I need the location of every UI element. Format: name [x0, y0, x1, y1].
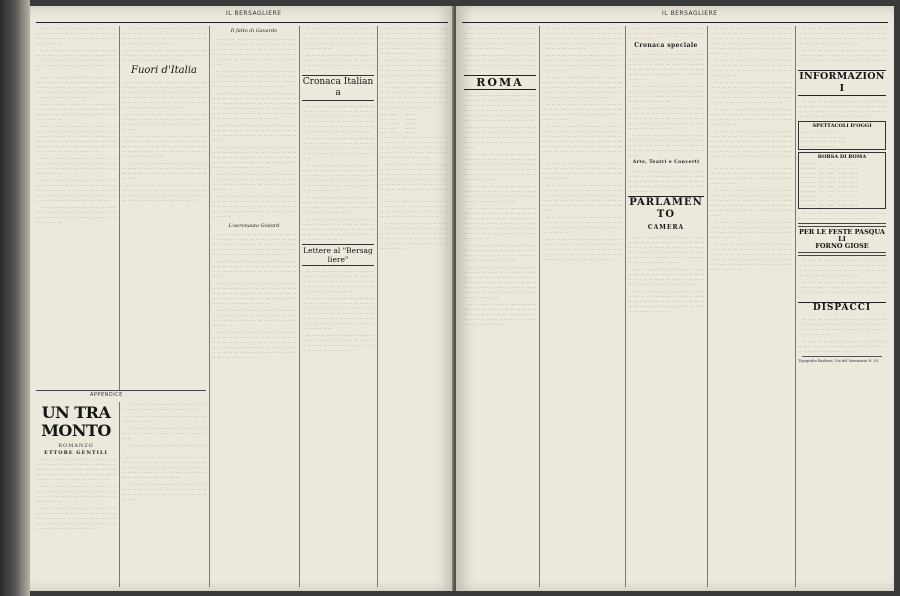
- feuilleton-author: ETTORE GENTILI: [44, 450, 108, 456]
- footer-rule: [802, 356, 882, 357]
- section-cronaca-italiana: Cronaca Italiana: [302, 75, 374, 101]
- header-rule: [36, 22, 448, 23]
- feuilleton-subtitle: ROMANZO: [58, 443, 94, 449]
- section-fuori-italia: Fuori d'Italia: [131, 65, 197, 76]
- column-rule: [119, 402, 120, 587]
- section-dispacci: DISPACCI: [798, 302, 886, 314]
- right-column-1: .... ... ... .... .... ... .... ... ..... .... ... .... ... .... ..... ... .... ... .... .... ... .... .... ... ... .... .... ... .... ... ... .... ... .... .... ... .... ... ..... .... ... .... ... .... ..... ... .... ... .... .... ... .... .... ... ... .... .... ... .... ... .... ... ... .... .... ... .... ... ..... .... ... .... ... .... ..... ... .... ... .... .... ... .... .... ... ... .... .... ... .... ... ... .... ... .... .... ... .... ... ..... .... ... .... ROMA .... ... ... .... .... ... .... ... ..... .... ... .... ... .... ..... ... .... ... .... .... ... .... .... ... ... .... .... ... .... ... ... .... ... .... .... ... .... ... ..... .... ... .... ... .... ..... ... .... ... .... .... ... .... .... ... ... .... .... ... .... ... ... .... ... .... .... ... .... ... ..... .... ... .... ... .... ..... ... .... ... .... .... ... ... .... .... ... .... ... ..... .... ... .... ... .... ..... ... .... ... .... .... ... .... .... ... ... .... .... ... .... ... ... .... ... .... .... ... .... ... ..... .... ... .... ... .... ..... ... .... ... .... .... ... .... .... ... .... ... ... .... .... ... .... ... ..... .... ... .... ... .... ..... ... .... ... .... .... ... .... .... ... ... .... .... ... .... ... ... .... ... .... .... ... .... ... ..... .... ... .... ... .... ..... ... .... ... .... .... ... .... .... ... ... .... .... ... .... ... ... .... ... .... .... ... .... ... ..... .... ... .... ... .... ... ... .... .... ... .... ... ..... .... ... .... ... .... ..... ... .... ... .... .... ... .... .... ... ... .... .... ... .... ... ... .... ... .... .... ... .... ... ..... .... ... .... ... .... ..... ... .... ... .... .... ... ... .... .... ... .... ... ..... .... ... .... ... .... ..... ... .... ... .... .... ... .... .... ... ... .... .... ... .... ... ... .... ... .... .... ... .... ... ..... .... ... .... ... .... ..... ... .... ... .... .... ... .... .... ... ... .... .... ... .... ... ... .... ... .... .... ... .... ... ..... .... ... .... ... .... ..... ... .... ... .... .... ... .... .... ... .... ... ... .... .... ... .... ... ..... .... ... .... ... .... ..... ... .... ... .... .... ... .... .... ... ... .... .... ... .... ... ... .... ... .... .... ... .... ... ..... .... ... .... ... .... ..... ... .... ... .... .... ... ... .... .... ... .... ... ..... .... ... .... ... .... ..... ... .... ... .... .... ... .... .... ... ... .... .... ... .... ... ... .... ... .... .... ... .... ... ..... .... ... .... ... .... ..... ... .... ... .... .... ... .... .... ... ... .... .... ... .... ... ... .... ... .... .... ... .... ... ..... .... ... .... ... .... ..... ... .... ... .... .... ... .... .... ... ... .... .... ... ... .... .... ... .... ... ..... .... ... .... ... .... ..... ... .... ... .... .... ... .... .... ... ... .... .... ... .... ... ... .... ... .... .... ... .... ... ..... .... ... .... ... .... ..... ... .... ... .... .... ... .... .... ... ... .... .... ... .... ...: [464, 26, 536, 326]
- header-rule: [462, 22, 888, 23]
- section-gavardo: Il fatto di Gavardo: [230, 28, 278, 34]
- ad-pasqua: PER LE FESTE PASQUALI: [799, 228, 885, 244]
- left-column-5: .... ... ... .... .... ... .... ... ..... .... ... .... ... .... ..... ... .... ... .... .... ... .... .... ... ... .... .... ... .... ... ... .... ... .... .... ... .... ... ..... .... ... .... ... .... ..... ... .... ... .... .... ... .... .... ... ... .... .... ... .... ... ... .... ... .... .... ... .... ... ..... .... .... ... ... .... .... ... .... ... ..... .... ... .... ... .... ..... ... .... ... .... .... ... .... .... ... ... .... .... ... .... ... ... .... ... .... .... ... .... ... ..... .... ... .... ... .... ..... ... .... ... .... .... ... ... .... .... ... .... ... ..... .... ... .... ... .... ..... ... .... ... .... .... ... .... .... ... ... .... .... ... .... ... ... .... ... .... .... ... .... ... ..... .... ... .... ... .... ..... ... .... ... .... .... ... .... .... ... ... .... .... ... .... ... ... .... ... .... .... ... .... ... ..... .... ... .... ... .... ..... ...... .... .... ...... .... ..... ...... .... ... ...... .... ..... ...... .... ... ... .... .... ... .... ... ..... .... ... .... ... .... ..... ... .... ... .... .... ... .... .... ... ... .... .... ... .... ... ... .... ... .... .... ... .... ... ..... .... ... .... ... .... ..... ... .... ... .... .... ... .... .... ... ... .... .... ... .... ... .... ... ... .... .... ... .... ... ..... .... ... .... ... .... ..... ... .... ... .... .... ... .... .... ... ... .... .... ... .... ... ... .... ... .... .... ... .... ... ..... .... ... .... ... .... ..... ... .... ... .... .... ... .... .... ... ... .... .... ... .... ... ... .... ... .... .... ... .... ... ..... .... ... .... ... .... ..... ... .... .... ... ... .... .... ... .... ... ..... .... ... .... ... .... ..... ... .... ... .... .... ... .... .... ... ... .... .... ... .... ... ... .... ... .... .... ... .... ... ..... .... ... .... ... .... ..... ... .... ... .... .... ... ... .... .... ... .... ... ..... .... ... .... ... .... ..... ... .... ... .... .... ... .... .... ... ... .... .... ... .... ... ... .... ... .... .... ... .... ... ..... .... ... .... ... .... ..... ... .... ... .... .... ... .... .... ... ... .... .... ... .... ... ... .... ... .... .... ... .... ...: [380, 26, 448, 250]
- left-column-4: .... ... ... .... .... ... .... ... ..... .... ... .... ... .... ..... ... .... ... .... .... ... .... .... ... ... .... .... ... .... ... ... .... ... .... .... ... .... ... ..... .... ... .... ... .... ..... ... .... ... .... .... ... .... .... ... ... .... .... ... .... ... ... .... .... ... .... ... ..... .... ... .... ... .... ..... ... .... ... .... .... ... .... .... ... ... .... .... ... .... ... ... .... ... .... .... ... .... ... ..... .... ... .... Cronaca Italiana .... ... ... .... .... ... .... ... ..... .... ... .... ... .... ..... ... .... ... .... .... ... .... .... ... ... .... .... ... .... ... ... .... ... .... .... ... .... ... ..... .... ... .... ... .... ..... ... .... ... .... .... ... .... .... ... ... .... .... ... .... ... ... .... ... .... .... ... .... ... ..... .... ... .... ... .... ..... ... .... ... .... .... ... ... .... .... ... .... ... ..... .... ... .... ... .... ..... ... .... ... .... .... ... .... .... ... ... .... .... ... .... ... ... .... ... .... .... ... .... ... ..... .... ... .... ... .... ..... ... .... ... .... .... ... .... .... ... .... ... ... .... .... ... .... ... ..... .... ... .... ... .... ..... ... .... ... .... .... ... .... .... ... ... .... .... ... .... ... ... .... ... .... .... ... .... ... ..... .... ... .... ... .... ..... ... .... ... .... .... ... .... .... ... ... .... .... ... .... ... ... .... ... .... .... ... .... ... ..... .... ... .... ... .... ... ... .... .... ... .... ... ..... .... ... .... ... .... ..... ... .... ... .... .... ... .... .... ... ... .... .... ... .... ... ... .... ... .... .... ... .... ... ..... .... ... .... ... .... ..... ... .... ... .... .... ... ... .... .... ... .... ... ..... .... ... .... ... .... ..... ... .... ... .... .... ... .... .... ... ... .... .... ... .... ... ... .... ... .... .... ... .... ... ..... .... ... .... ... .... ..... ... .... ... .... .... ... .... .... ... ... .... .... ... .... ... Lettere al "Bersagliere" .... ... ... .... .... ... .... ... ..... .... ... .... ... .... ..... ... .... ... .... .... ... .... .... ... ... .... .... ... .... ... ... .... ... .... .... ... .... ... ..... .... ... .... ... .... ..... ... .... ... .... .... ... .... .... ... ... .... .... ... .... ... ... .... ... .... ... ... .... .... ... .... ... ..... .... ... .... ... .... ..... ... .... ... .... .... ... .... .... ... ... .... .... ... .... ... ... .... ... .... .... ... .... ... ..... .... ... .... ... .... ..... ... .... ... .... .... ... .... .... ... ... .... .... ... .... ... ... .... ... .... .... ... .... ... ..... .... ... .... ... .... ..... ... .... ... .... .... ... .... .... ... ... .... ... ... .... .... ... .... ... ..... .... ... .... ... .... ..... ... .... ... .... .... ... .... .... ... ... .... .... ... .... ... ... .... ... .... .... ... .... ... ..... .... ... .... ... .... ..... ... .... ... ....: [302, 26, 374, 352]
- column-rule: [625, 26, 626, 587]
- right-column-5: .... ... ... .... .... ... .... ... ..... .... ... .... ... .... ..... ... .... ... .... .... ... .... .... ... ... .... .... ... .... ... ... .... ... .... .... ... .... ... ..... .... ... .... ... .... ..... ... .... ... .... .... ... .... .... ... ... .... .... ... .... ... .... ... ... .... .... ... .... ... ..... .... ... .... ... .... ..... ... .... ... .... .... ... .... .... ... ... .... .... ... .... ... ... .... ... .... .... ... .... ... ..... .... ... .... ... .... ..... ... .... ... .... INFORMAZIONI .... ... ... .... .... ... .... ... ..... .... ... .... ... .... ..... ... .... ... .... .... ... .... .... ... ... .... .... ... .... ... ... .... ... .... .... ... .... ... ..... .... ... .... ... .... ..... ... .... ... .... .... ... .... .... ... ... .... .... ... .... ... ... .... ... SPETTACOLI D'OGGI .... ... ..... .... ... .... ..... ... .... .... .... ... ..... .... ... .... ..... ... .... BORSA DI ROMA ........ .. .... .... .... ........ .. .... .... .... ........ .. .... .... .... ........ .. .... .... .... ........ .. .... .... .... ........ .. .... .... .... ........ .. .... .... .... ........ .. .... .... .... ........ .. .... .... .... ........ .. .... .... .... .... ... ... .... .... ... .... ... ..... .... ... .... ... .... ..... ... .... ... .... .... ... .... .... ... ... .... .... ... .... ... PER LE FESTE PASQUALI FORNO GIOSE .... ... ... .... .... ... .... ... ..... .... ... .... ... .... ..... ... .... ... .... .... ... .... .... ... ... .... .... ... .... ... ... .... ... .... .... ... .... ... ..... .... ... .... ... .... ..... ... .... ... .... .... ... .... .... ... ... .... .... ... .... ... .... ... ... .... .... ... .... ... ..... .... ... .... ... .... ..... ... .... ... .... .... ... .... .... ... ... .... .... ... .... ... ... .... ... .... .... ... .... ... ..... .... ... .... ... .... ..... ... .... ... .... DISPACCI .... ... ... .... .... ... .... ... ..... .... ... .... ... .... ..... ... .... ... .... .... ... .... .... ... ... .... .... ... .... ... ... .... ... .... .... ... .... ... ..... .... ... .... ... .... ..... ... .... ... .... .... ... .... .... ... .... ... ... .... .... ... .... ... ..... .... ... .... ... .... ..... ... .... ... .... .... ... .... .... ... ... .... .... ... .... ... ... .... ... .... .... ... .... ... ..... .... ... .... ... Tipografia Barbera, Via del Seminario N. 10.: [798, 26, 886, 364]
- printer-footer: Tipografia Barbera, Via del Seminario N. 10.: [798, 359, 880, 364]
- feuilleton-title: UN TRAMONTO: [41, 403, 111, 440]
- section-informazioni: INFORMAZIONI: [799, 71, 885, 94]
- right-column-2: .... ... ... .... .... ... .... ... ..... .... ... .... ... .... ..... ... .... ... .... .... ... .... .... ... ... .... .... ... .... ... ... .... ... .... .... ... .... ... ..... .... ... .... ... .... ..... ... .... ... .... .... ... .... .... ... ... .... .... ... .... ... ... .... ... .... .... ... .... ... .... ... ... .... .... ... .... ... ..... .... ... .... ... .... ..... ... .... ... .... .... ... .... .... ... ... .... .... ... .... ... ... .... ... .... .... ... .... ... ..... .... ... .... ... .... ..... ... .... ... .... .... ... ... .... .... ... .... ... ..... .... ... .... ... .... ..... ... .... ... .... .... ... .... .... ... ... .... .... ... .... ... ... .... ... .... .... ... .... ... ..... .... ... .... ... .... ..... ... .... ... .... .... ... .... .... ... ... .... .... ... .... ... ... .... ... .... .... ... .... ... ..... .... ... .... ... .... ... ... .... .... ... .... ... ..... .... ... .... ... .... ..... ... .... ... .... .... ... .... .... ... ... .... .... ... .... ... ... .... ... .... .... ... .... ... ..... .... ... .... ... .... ..... ... .... ... .... .... ... ... .... .... ... .... ... ..... .... ... .... ... .... ..... ... .... ... .... .... ... .... .... ... ... .... .... ... .... ... ... .... ... .... .... ... .... ... ..... .... ... .... ... .... ..... ... .... ... .... .... ... .... .... ... ... .... .... ... .... ... ... .... ... .... .... ... .... ... ..... .... ... .... ... .... ..... ... .... ... .... .... ... .... .... ... ... .... .... ... .... ... .... ... ... .... .... ... .... ... ..... .... ... .... ... .... ..... ... .... ... .... .... ... .... .... ... ... .... .... ... .... ... ... .... ... .... .... ... .... ... ..... .... ... .... ... .... ..... ... .... ... .... .... ... ... .... .... ... .... ... ..... .... ... .... ... .... ..... ... .... ... .... .... ... .... .... ... ... .... .... ... .... ... ... .... ... .... .... ... .... ... ..... .... ... .... ... .... ..... ... .... ... .... .... ... .... .... ... ... .... .... ... .... ... ... .... ... .... .... ... .... ... ..... .... ... .... ... .... ..... ... .... ... ... .... .... ... .... ... ..... .... ... .... ... .... ..... ... .... ... .... .... ... .... .... ... ... .... .... ... .... ... ... .... ... .... .... ... .... ... ..... .... ... .... ... .... ..... ... .... ... .... .... ... ... .... .... ... .... ... ..... .... ... .... ... .... ..... ... .... ... .... .... ... .... .... ... ... .... .... ... .... ... ... .... ... .... .... ... .... ... ..... .... ... .... ... .... ..... ... .... ... .... .... ... .... .... ... ... .... .... ... .... ... ... .... ... .... .... ... .... ... ..... .... ... .... ...: [542, 26, 622, 261]
- borsa-title: BORSA DI ROMA: [817, 154, 867, 161]
- section-godard: L'aeronauta Godard: [228, 223, 280, 229]
- ad-rule: [798, 223, 886, 227]
- borsa-box: [798, 152, 886, 209]
- section-roma: ROMA: [464, 75, 536, 90]
- ad-rule: [798, 252, 886, 256]
- ad-forno: FORNO GIOSE: [815, 242, 869, 251]
- appendice-rule: [36, 390, 206, 391]
- section-arte-teatri: Arte, Teatri e Concerti: [632, 160, 700, 165]
- right-column-3: .... ... ... .... .... ... .... ... ..... .... ... .... ... .... ..... ... .... ... .... .... ... .... .... ... ... .... .... ... .... ... ... .... Cronaca speciale .... ... ... .... .... ... .... ... ..... .... ... .... ... .... ..... ... .... ... .... .... ... .... .... ... ... .... .... ... .... ... ... .... ... .... .... ... .... ... ..... .... ... .... ... .... ..... ... .... ... .... .... ... .... .... ... ... .... .... ... .... ... ... .... ... .... .... ... .... ... ..... .... ... .... ... .... ... ... .... .... ... .... ... ..... .... ... .... ... .... ..... ... .... ... .... .... ... .... .... ... ... .... .... ... .... ... ... .... ... .... .... ... .... ... ..... .... ... .... ... .... ..... ... .... ... .... .... ... ... .... .... ... .... ... ..... .... ... .... ... .... ..... ... .... ... .... .... ... .... .... ... ... .... .... ... .... ... ... .... ... .... .... ... .... ... ..... .... ... .... ... .... ..... ... .... ... .... .... ... .... .... ... ... .... .... ... .... ... ... .... ... .... ... ... .... .... ... .... ... ..... .... ... .... ... .... ..... ... .... ... .... .... ... .... .... ... ... .... .... ... .... ... ... .... ... .... .... ... .... ... ..... .... ... .... ... .... ..... ... .... ... .... .... ... .... .... ... ... .... .... Arte, Teatri e Concerti .... ... ... .... .... ... .... ... ..... .... ... .... ... .... ..... ... .... ... .... .... ... .... .... ... ... .... .... ... .... ... ... .... ... .... .... ... .... ... ..... .... ... .... ... .... ..... ... .... ... .... .... ... .... .... ... ... .... .... ... .... ... PARLAMENTO CAMERA .... ... ... .... .... ... .... ... ..... .... ... .... ... .... ..... ... .... ... .... .... ... .... .... ... ... .... .... ... .... ... ... .... ... .... .... ... .... ... ..... .... ... .... ... .... ..... ... .... ... .... .... ... .... .... ... ... .... .... ... .... ... ... .... ... .... .... ... .... ... ..... .... ... .... ... .... ..... ... .... ... .... .... ... ... .... .... ... .... ... ..... .... ... .... ... .... ..... ... .... ... .... .... ... .... .... ... ... .... .... ... .... ... ... .... ... .... .... ... .... ... ..... .... ... .... ... .... ..... ... .... ... .... .... ... .... .... ... .... ... ... .... .... ... .... ... ..... .... ... .... ... .... ..... ... .... ... .... .... ... .... .... ... ... .... .... ... .... ... ... .... ... .... .... ... .... ... ..... .... ... .... ... .... ..... ... .... ... .... .... ... .... .... ... ... .... .... ... .... ... ... .... ...: [628, 26, 704, 313]
- left-column-1: .... ... ... .... .... ... .... ... ..... .... ... .... ... .... ..... ... .... ... .... .... ... .... .... ... ... .... .... ... .... ... ... .... ... .... .... ... .... ... ..... .... ... .... ... .... ..... ... .... ... .... .... ... ... .... .... ... .... ... ..... .... ... .... ... .... ..... ... .... ... .... .... ... .... .... ... ... .... .... ... .... ... ... .... ... .... .... ... .... ... ..... .... ... .... ... .... ..... ... .... ... .... .... ... .... .... ... ... .... .... ... .... ... .... ... ... .... .... ... .... ... ..... .... ... .... ... .... ..... ... .... ... .... .... ... .... .... ... ... .... .... ... .... ... ... .... ... .... .... ... .... ... ..... .... ... .... ... .... ..... ... .... ... .... .... ... .... .... ... ... .... .... ... .... ... ... .... ... .... .... ... .... ... ..... .... .... ... ... .... .... ... .... ... ..... .... ... .... ... .... ..... ... .... ... .... .... ... .... .... ... ... .... .... ... .... ... ... .... ... .... .... ... .... ... ..... .... ... .... ... .... ..... ... .... ... .... .... ... ... .... .... ... .... ... ..... .... ... .... ... .... ..... ... .... ... .... .... ... .... .... ... ... .... .... ... .... ... ... .... ... .... .... ... .... ... ..... .... ... .... ... .... ..... ... .... ... .... .... ... .... .... ... ... .... .... ... .... ... ... .... ... .... .... ... .... ... ..... .... ... .... ... .... ..... ... .... ... .... .... ... .... .... ... ... .... .... ... ... .... .... ... .... ... ..... .... ... .... ... .... ..... ... .... ... .... .... ... .... .... ... ... .... .... ... .... ... ... .... ... .... .... ... .... ... ..... .... ... .... ... .... ..... ... .... ... .... .... ... ... .... .... ... .... ... ..... .... ... .... ... .... ..... ... .... ... .... .... ... .... .... ... ... .... .... ... .... ... ... .... ... .... .... ... .... ... ..... .... ... .... ... .... ..... ... .... ... .... .... ... .... .... ... ... .... .... ... .... ... ... .... ... .... .... ... .... ... ..... .... ... .... ... .... ... ... .... .... ... .... ... ..... .... ... .... ... .... ..... ... .... ... .... .... ... .... .... ... ... .... .... ... .... ... ... .... ... .... .... ... .... ... ..... .... ... .... ... .... ..... ... .... ... ....: [36, 26, 116, 224]
- book-edge: [0, 0, 30, 596]
- right-page: [456, 6, 894, 591]
- appendice-label: APPENDICE: [90, 392, 123, 398]
- left-page-header: IL BERSAGLIERE: [226, 10, 282, 17]
- column-rule: [707, 26, 708, 587]
- column-rule: [795, 26, 796, 587]
- left-column-2: .... ... ... .... .... ... .... ... ..... .... ... .... ... .... ..... ... .... ... .... .... ... .... .... ... ... .... .... ... .... ... ... .... ... .... .... ... .... ... ..... .... ... .... ... .... ..... ... .... ... .... .... ... .... .... ... ... .... .... ... ... .... .... ... .... ... ..... .... ... .... ... .... ..... ... .... ... .... .... ... .... .... ... ... .... .... ... .... ... ... .... ... .... .... ... .... ... ..... .... ... .... ... Fuori d'Italia .... ... ... .... .... ... .... ... ..... .... ... .... ... .... ..... ... .... ... .... .... ... .... .... ... ... .... .... ... .... ... ... .... ... .... .... ... .... ... ..... .... ... .... ... .... ..... ... .... ... .... .... ... .... .... ... ... .... .... ... .... ... ... .... ... .... .... ... .... ... ..... .... ... .... ... .... ..... ... .... ... .... .... ... .... .... ... ... .... .... ... .... ... .... ... ... .... .... ... .... ... ..... .... ... .... ... .... ..... ... .... ... .... .... ... .... .... ... ... .... .... ... .... ... ... .... ... .... .... ... .... ... ..... .... ... .... ... .... ..... ... .... ... .... .... ... ... .... .... ... .... ... ..... .... ... .... ... .... ..... ... .... ... .... .... ... .... .... ... ... .... .... ... .... ... ... .... ... .... .... ... .... ... ..... .... ... .... ... .... ..... ... .... ... .... .... ... .... .... ... ... .... .... ... .... ... ... .... ... .... .... ... .... ... ..... .... .... ... ... .... .... ... .... ... ..... .... ... .... ... .... ..... ... .... ... .... .... ... .... .... ... ... .... .... ... .... ... ... .... ... .... .... ... .... ... ..... .... ... .... ... .... ..... ... .... ... .... .... ... ... .... .... ... .... ... ..... .... ... .... ... .... ..... ... .... ... .... .... ... .... .... ... ... .... .... ... .... ... ... .... ... .... .... ... .... ... ..... .... ... .... ... .... ..... ... .... ... .... .... ... .... .... ... ... .... .... ... .... ...: [122, 26, 206, 202]
- column-rule: [209, 26, 210, 587]
- section-lettere: Lettere al "Bersagliere": [303, 246, 373, 264]
- feuilleton-column-1: UN TRAMONTO ROMANZO ETTORE GENTILI .... ... ... .... .... ... .... ... ..... .... ... .... ... .... ..... ... .... ... .... .... ... .... .... ... ... .... .... ... .... ... ... .... ... .... .... ... .... ... ..... .... ... .... ... .... ..... ... .... ... .... .... ... .... .... ... ... .... .... ... .... ... ... .... ... .... .... ... .... ... ..... .... ... .... ... .... ... ... .... .... ... .... ... ..... .... ... .... ... .... ..... ... .... ... .... .... ... .... .... ... ... .... .... ... .... ... ... .... ... .... .... ... .... ... ..... .... ... .... ... .... ..... ... .... ... .... .... ... ... .... .... ... .... ... ..... .... ... .... ... .... ..... ... .... ... .... .... ... .... .... ... ... .... .... ... .... ... ... .... ... .... .... ... .... ... ..... .... ... .... ... .... ..... ... .... ... .... .... ... .... .... ... ... .... .... ... .... ... ... .... ... .... .... ... .... ... ..... ....: [36, 403, 116, 530]
- spettacoli-title: SPETTACOLI D'OGGI: [812, 123, 872, 129]
- borsa-table: ........ .. .... .... .... ........ .. .... .... .... ........ .. .... .... .... ........ .. .... .... .... ........ .. .... .... .... ........ .. .... .... .... ........ .. .... .... .... ........ .. .... .... .... ........ .. .... .... .... ........ .. .... .... ....: [800, 161, 858, 207]
- section-cronaca-speciale: Cronaca speciale: [634, 42, 698, 49]
- spettacoli-box: [798, 121, 886, 150]
- column-rule: [299, 26, 300, 587]
- right-column-4: .... ... ... .... .... ... .... ... ..... .... ... .... ... .... ..... ... .... ... .... .... ... .... .... ... ... .... .... ... .... ... ... .... ... .... .... ... .... ... ..... .... ... .... ... .... ..... ... .... ... .... .... ... .... .... ... ... .... .... ... .... ... ... .... ... .... .... ... .... ... ..... .... ... .... ... .... ..... ... .... ... .... ... ... .... .... ... .... ... ..... .... ... .... ... .... ..... ... .... ... .... .... ... .... .... ... ... .... .... ... .... ... ... .... ... .... .... ... .... ... ..... .... ... .... ... .... ..... ... .... ... .... .... ... ... .... .... ... .... ... ..... .... ... .... ... .... ..... ... .... ... .... .... ... .... .... ... ... .... .... ... .... ... ... .... ... .... .... ... .... ... ..... .... ... .... ... .... ..... ... .... ... .... .... ... .... .... ... ... .... .... ... .... ... ... .... ... .... .... ... .... ... ..... .... ... .... ... .... ... ... .... .... ... .... ... ..... .... ... .... ... .... ..... ... .... ... .... .... ... .... .... ... ... .... .... ... .... ... ... .... ... .... .... ... .... ... ..... .... ... .... ... .... ..... ... .... ... .... .... ... ... .... .... ... .... ... ..... .... ... .... ... .... ..... ... .... ... .... .... ... .... .... ... ... .... .... ... .... ... ... .... ... .... .... ... .... ... ..... .... ... .... ... .... ..... ... .... ... .... .... ... .... .... ... ... .... .... ... .... ... ... .... ... .... .... ... .... ... ..... .... ... .... ... .... ..... ... .... ... .... .... ... .... .... ... ... .... .... ... .... ... .... ... ... .... .... ... .... ... ..... .... ... .... ... .... ..... ... .... ... .... .... ... .... .... ... ... .... .... ... .... ... ... .... ... .... .... ... .... ... ..... .... ... .... ... .... ..... ... .... ... .... .... ... ... .... .... ... .... ... ..... .... ... .... ... .... ..... ... .... ... .... .... ... .... .... ... ... .... .... ... .... ... ... .... ... .... .... ... .... ... ..... .... ... .... ... .... ..... ... .... ... .... .... ... .... .... ... ... .... .... ... .... ... ... .... ... .... .... ... .... ... ..... .... ... .... ... .... ..... ... .... ... ... .... .... ... .... ... ..... .... ... .... ... .... ..... ... .... ... .... .... ... .... .... ... ... .... .... ... .... ... ... .... ... .... .... ... .... ... ..... .... ... .... ... .... ..... ... .... ... .... .... ... ... .... .... ... .... ... ..... .... ... .... ... .... ..... ... .... ... .... .... ... .... .... ... ... .... .... ... .... ... ... .... ... .... .... ... .... ... ..... .... ... .... ... .... ..... ... .... ... .... .... ... .... .... ... ... .... .... ... .... ... ... .... ... .... .... ... .... ... ..... .... ... .... ... .... ..... ... .... ... .... ....: [710, 26, 792, 271]
- column-rule: [539, 26, 540, 587]
- column-rule: [119, 26, 120, 391]
- prices-table: .... ..... ...... .... .... ...... .... ..... ...... .... ... ...... .... ..... ......: [380, 112, 417, 135]
- section-camera: CAMERA: [647, 224, 685, 231]
- section-parlamento: PARLAMENTO: [629, 197, 703, 220]
- feuilleton-column-2: .... ... ... .... .... ... .... ... ..... .... ... .... ... .... ..... ... .... ... .... .... ... .... .... ... ... .... .... ... .... ... .... ... ... .... .... ... .... ... ..... .... ... .... ... .... ..... ... .... ... .... .... ... .... ... ... .... .... ... .... ... ..... .... ... .... ... .... ..... ... .... ... .... .... ... .... .... ... ... .... .... ... .... ... ... .... ... .... ... ... .... .... ... .... ... ..... .... ... .... ... .... ..... ... .... ... ... .... .... ... .... ... ..... .... ... .... ... .... ..... ... .... ... .... .... ... .... .... ... ... .... .... ... .... ... ... .... ... .... .... ... .... ... ..... .... ... .... ... .... ..... ... .... ... .... .... ... .... .... ... ... .... .... ... .... ... ... .... ... .... .... ... .... ... ..... .... ... .... ... .... ... ... .... .... ... .... ... ..... .... ... .... ... .... ..... ... .... ... .... .... ... .... .... ... ... .... .... ... .... ... ... .... ... .... .... ... .... ... ..... .... ... .... ... .... ..... ... .... ... ....: [122, 402, 206, 501]
- column-rule: [377, 26, 378, 587]
- spettacoli-list: .... ... ..... .... ... .... ..... ... .... .... .... ... ..... .... ... .... ..... ... ....: [800, 130, 847, 148]
- left-column-3: Il fatto di Gavardo .... ... ... .... .... ... .... ... ..... .... ... .... ... .... ..... ... .... ... .... .... ... .... .... ... ... .... .... ... .... ... ... .... ... .... .... ... .... ... ..... .... ... .... ... .... ..... ... .... ... .... .... ... .... .... ... ... .... .... ... .... ... ... .... ... .... .... ... .... ... ..... .... ... .... ... .... ..... ... .... ... .... .... ... ... .... .... ... .... ... ..... .... ... .... ... .... ..... ... .... ... .... .... ... .... .... ... ... .... .... ... .... ... ... .... ... .... .... ... .... ... ..... .... ... .... ... .... ..... ... .... ... .... .... ... .... .... ... ... .... .... ... .... ... .... ... ... .... .... ... .... ... ..... .... ... .... ... .... ..... ... .... ... .... .... ... .... .... ... ... .... .... ... .... ... ... .... ... .... .... ... .... ... ..... .... ... .... ... .... ..... ... .... ... .... .... ... .... .... ... ... .... .... ... .... ... ... .... ... .... .... ... .... ... ..... .... ... .... ... .... ..... ... .... ... .... .... ... .... .... ... ... .... .... ... .... ... .... ... ... .... .... ... .... ... ..... .... ... .... ... .... ..... ... .... ... .... .... ... .... .... ... ... .... .... ... .... ... ... .... ... .... .... ... .... ... ..... .... ... .... ... .... ..... ... .... ... .... .... ... ... .... .... ... .... ... ..... .... ... .... ... .... ..... ... .... ... .... .... ... .... .... ... ... .... .... ... .... ... ... .... ... .... .... ... .... ... ..... .... ... .... ... .... ..... ... .... ... .... .... ... .... .... ... ... .... .... ... .... ... ... .... ... .... .... ... .... ... ..... .... ... .... ... .... ... ... .... .... ... .... ... ..... .... ... .... ... .... ..... ... .... ... .... .... ... .... .... ... ... .... .... ... .... ... ... .... ... .... .... ... .... ... ..... .... ... .... ... .... ..... ... .... ... .... .... ... ... .... .... ... .... ... ..... .... ... .... ... .... ..... ... .... ... .... .... ... .... .... ... ... .... .... ... .... ... ... .... ... .... .... ... .... ... ..... .... ... .... ... .... ..... ... .... ... .... .... ... .... .... ... ... .... .... ... .... ... ... .... ... .... .... ... L'aeronauta Godard .... ... ... .... .... ... .... ... ..... .... ... .... ... .... ..... ... .... ... .... .... ... .... .... ... ... .... .... ... .... ... ... .... ... .... .... ... .... ... ..... .... ... .... ... .... ..... ... .... ... .... .... ... .... .... ... ... .... .... ... .... ... ... .... ... .... .... ... .... ... ..... .... ... .... ... .... ..... ... .... ... ... .... .... ... .... ... ..... .... ... .... ... .... ..... ... .... ... .... .... ... .... .... ... ... .... .... ... .... ... ... .... ... .... .... ... .... ... ..... .... ... .... ... .... ..... ... .... ... .... .... ... ... .... .... ... .... ... ..... .... ... .... ... .... ..... ... .... ... .... .... ... .... .... ... ... .... .... ... .... ... ... .... ... .... .... ... .... ... ..... .... ... .... ... .... ..... ... .... ... .... .... ... .... .... ... ... .... .... ... .... ... ... .... ... .... .... ... .... ... ..... .... ... .... ... .... ... ... .... .... ... .... ... ..... .... ... .... ... .... ..... ... .... ... .... .... ... .... .... ... ... .... .... ... .... ... ... .... ... .... .... ... .... ... ..... .... ... .... ... .... ..... ... .... ... .... .... ... ... .... .... ... .... ... ..... .... ... .... ... .... ..... ... .... ... .... .... ... .... .... ... ... .... .... ... .... ... ... .... ... .... .... ... .... ... ..... .... ... .... ... .... ..... ... .... ... .... .... ... .... .... ... ... .... .... ... .... ... ... .... ... .... .... ... .... ... ..... .... ... .... ... .... ..... ... .... ... .... .... ... .... .... ... ... ....: [212, 28, 296, 359]
- right-page-header: IL BERSAGLIERE: [662, 10, 718, 17]
- left-page: [30, 6, 454, 591]
